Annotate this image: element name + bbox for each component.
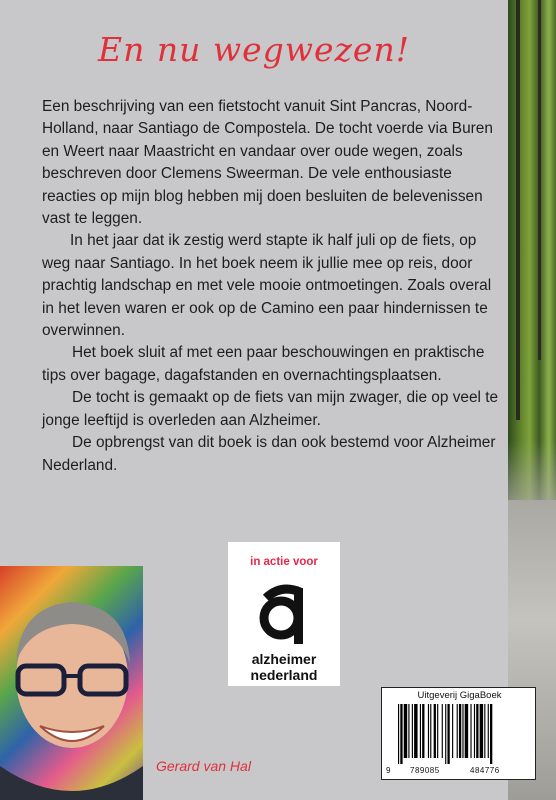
barcode-bars	[388, 704, 531, 764]
barcode-bar	[480, 704, 483, 758]
book-title: En nu wegwezen!	[98, 30, 410, 69]
barcode-bar	[445, 704, 446, 764]
blurb-paragraph: Een beschrijving van een fietstocht vanuit Sint Pancras, Noord-Holland, naar Santiago de Compostela. De tocht voerde via Buren en Weert naar Maastricht en vandaar over oude wegen, zoals beschreven door Clemens Sweerman. De vele enthousiaste reacties op mijn blog hebben mij doen besluiten de belevenissen vast te leggen.	[42, 98, 493, 228]
barcode-bar	[404, 704, 407, 758]
barcode-bar	[459, 704, 461, 758]
barcode-bar	[465, 704, 468, 758]
alzheimer-nederland-badge	[228, 542, 340, 686]
blurb	[42, 96, 504, 477]
badge-name-line: alzheimer	[251, 651, 317, 667]
barcode-bar	[452, 704, 453, 758]
barcode-bar	[476, 704, 478, 758]
barcode-bar	[457, 704, 458, 758]
barcode-bar	[447, 704, 449, 764]
barcode-bar	[398, 704, 399, 764]
badge-org-name	[228, 651, 340, 683]
barcode-bar	[470, 704, 471, 758]
barcode-bar	[434, 704, 436, 758]
tree-trunk	[516, 0, 520, 420]
blurb-paragraph: De tocht is gemaakt op de fiets van mijn zwager, die op veel te jonge leeftijd is overleden aan Alzheimer.	[42, 389, 499, 429]
barcode-bar	[442, 704, 443, 758]
tree-trunk	[538, 0, 541, 360]
barcode-bar	[474, 704, 475, 758]
isbn-digits-right: 484776	[470, 766, 500, 775]
blurb-paragraph: In het jaar dat ik zestig werd stapte ik half juli op de fiets, op weg naar Santiago. In het boek neem ik jullie mee op reis, door prachtig landschap en met vele mooie ontmoetingen. Zoals overal in het leven waren er ook op de Camino een paar hindernissen te overwinnen.	[42, 232, 492, 340]
barcode-bar	[414, 704, 417, 758]
barcode-bar	[430, 704, 431, 758]
barcode-bar	[484, 704, 485, 758]
barcode-bar	[412, 704, 413, 758]
badge-tagline: in actie voor	[250, 556, 318, 568]
blurb-paragraph: Het boek sluit af met een paar beschouwingen en praktische tips over bagage, dagafstanden en overnachtingsplaatsen.	[42, 344, 485, 384]
barcode-bar	[462, 704, 463, 758]
blurb-paragraph: De opbrengst van dit boek is dan ook bestemd voor Alzheimer Nederland.	[42, 434, 496, 474]
author-name: Gerard van Hal	[156, 758, 251, 774]
badge-name-line: nederland	[250, 667, 318, 683]
barcode-bar	[422, 704, 424, 758]
publisher-name: Uitgeverij GigaBoek	[417, 690, 502, 701]
barcode-bar	[490, 704, 492, 764]
barcode-bar	[400, 704, 402, 764]
barcode-bar	[437, 704, 438, 758]
author-portrait	[0, 566, 143, 800]
author-face-image	[0, 566, 143, 800]
barcode-bar	[488, 704, 489, 758]
alzheimer-logo-icon	[256, 578, 312, 650]
barcode-bar	[420, 704, 421, 758]
barcode-bar	[408, 704, 409, 758]
isbn-digits-left: 789085	[410, 766, 440, 775]
forest-road-photo	[508, 0, 556, 800]
barcode-bar	[428, 704, 429, 758]
isbn-barcode	[381, 687, 536, 780]
isbn-lead-digit: 9	[386, 766, 391, 775]
